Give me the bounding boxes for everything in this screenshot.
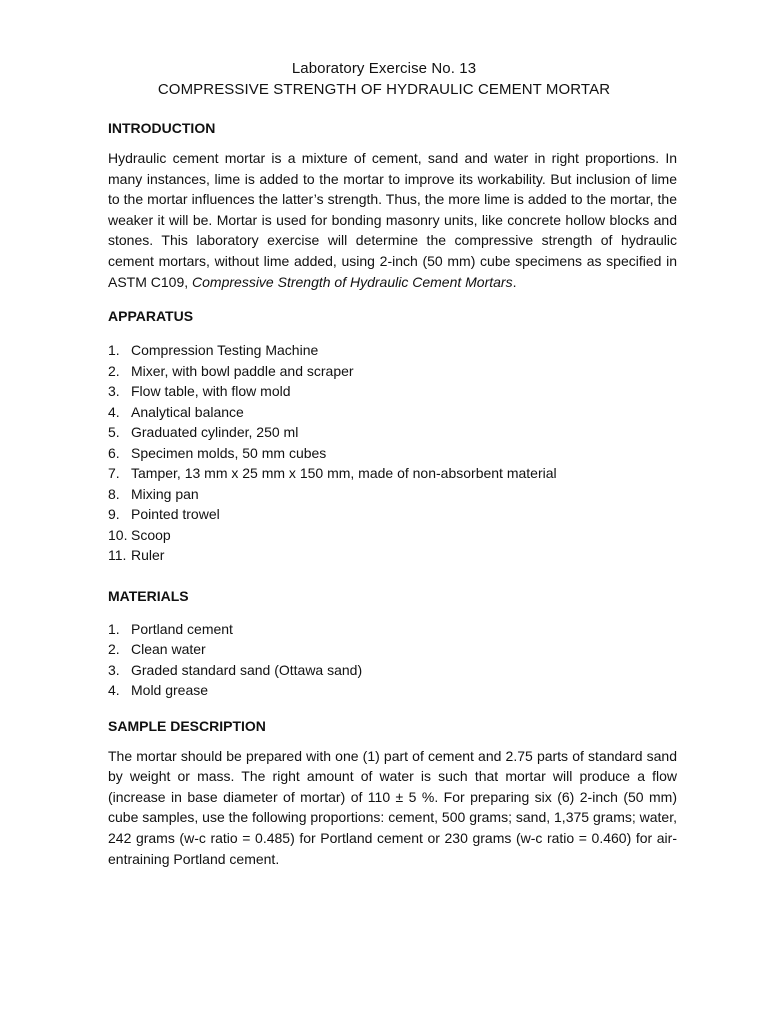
introduction-text: Hydraulic cement mortar is a mixture of cement, sand and water in right proportions. In many instances, lime is added to the mortar to improve its workability. But inclusion of lime to the mortar influences the latter’s strength. Thus, the more lime is added to the mortar, the weaker it will be. Mortar is used for bonding masonry units, like concrete hollow blocks and stones. This laboratory exercise will determine the compressive strength of hydraulic cement mortars, without lime added, using 2-inch (50 mm) cube specimens as specified in ASTM C109, (108, 150, 677, 290)
materials-section (108, 586, 677, 701)
introduction-heading: INTRODUCTION (108, 120, 216, 136)
list-item-label: Portland cement (131, 620, 233, 637)
materials-list (108, 619, 677, 701)
list-item (108, 680, 677, 701)
list-item-number: 1. (108, 620, 120, 637)
list-item (108, 402, 677, 423)
apparatus-heading: APPARATUS (108, 308, 194, 325)
introduction-text-end: . (512, 273, 517, 290)
list-item (108, 443, 677, 464)
list-item-number: 10. (108, 526, 128, 543)
list-item-number: 4. (108, 682, 120, 699)
document-title (0, 58, 768, 100)
apparatus-list (108, 340, 677, 566)
list-item-number: 11. (108, 547, 127, 564)
list-item-label: Mold grease (131, 682, 209, 699)
list-item (108, 422, 677, 443)
list-item (108, 660, 677, 681)
list-item-label: Graduated cylinder, 250 ml (131, 424, 299, 441)
list-item-label: Clean water (131, 641, 206, 658)
materials-heading: MATERIALS (108, 587, 189, 604)
list-item-label: Compression Testing Machine (131, 342, 319, 359)
list-item (108, 484, 677, 505)
list-item-number: 2. (108, 641, 120, 658)
introduction-paragraph (108, 148, 677, 292)
list-item (108, 639, 677, 660)
list-item-label: Mixer, with bowl paddle and scraper (131, 362, 354, 379)
list-item-number: 3. (108, 661, 120, 678)
list-item (108, 545, 677, 566)
list-item-label: Ruler (131, 547, 165, 564)
list-item-label: Pointed trowel (131, 506, 220, 523)
list-item-number: 2. (108, 362, 120, 379)
list-item-number: 6. (108, 444, 120, 461)
sample-description-section (108, 716, 677, 870)
list-item-number: 8. (108, 485, 120, 502)
list-item-label: Mixing pan (131, 485, 199, 502)
sample-description-heading: SAMPLE DESCRIPTION (108, 717, 266, 734)
exercise-title: COMPRESSIVE STRENGTH OF HYDRAULIC CEMENT MORTAR (157, 81, 611, 98)
list-item-label: Tamper, 13 mm x 25 mm x 150 mm, made of non-absorbent material (131, 465, 557, 482)
list-item-number: 5. (108, 424, 120, 441)
list-item (108, 525, 677, 546)
list-item-number: 9. (108, 506, 120, 523)
list-item (108, 619, 677, 640)
list-item-number: 7. (108, 465, 120, 482)
list-item-label: Scoop (131, 526, 171, 543)
apparatus-section (108, 306, 677, 566)
exercise-number: Laboratory Exercise No. 13 (291, 60, 477, 77)
list-item (108, 361, 677, 382)
list-item (108, 340, 677, 361)
list-item-label: Graded standard sand (Ottawa sand) (131, 661, 363, 678)
list-item (108, 463, 677, 484)
list-item (108, 381, 677, 402)
sample-description-paragraph: The mortar should be prepared with one (1) part of cement and 2.75 parts of standard sand by weight or mass. The right amount of water is such that mortar will produce a flow (increase in base diameter of mortar) of 110 ± 5 %. For preparing six (6) 2-inch (50 mm) cube samples, use the following proportions: cement, 500 grams; sand, 1,375 grams; water, 242 grams (w-c ratio = 0.485) for Portland cement or 230 grams (w-c ratio = 0.460) for air-entraining Portland cement. (108, 747, 677, 867)
list-item-label: Flow table, with flow mold (131, 383, 291, 400)
list-item-number: 4. (108, 403, 120, 420)
list-item-number: 3. (108, 383, 120, 400)
standard-title: Compressive Strength of Hydraulic Cement Mortars (192, 273, 513, 290)
list-item-label: Analytical balance (131, 403, 244, 420)
list-item-number: 1. (108, 342, 120, 359)
introduction-section (108, 118, 677, 292)
document-body (108, 118, 677, 869)
list-item-label: Specimen molds, 50 mm cubes (131, 444, 327, 461)
list-item (108, 504, 677, 525)
